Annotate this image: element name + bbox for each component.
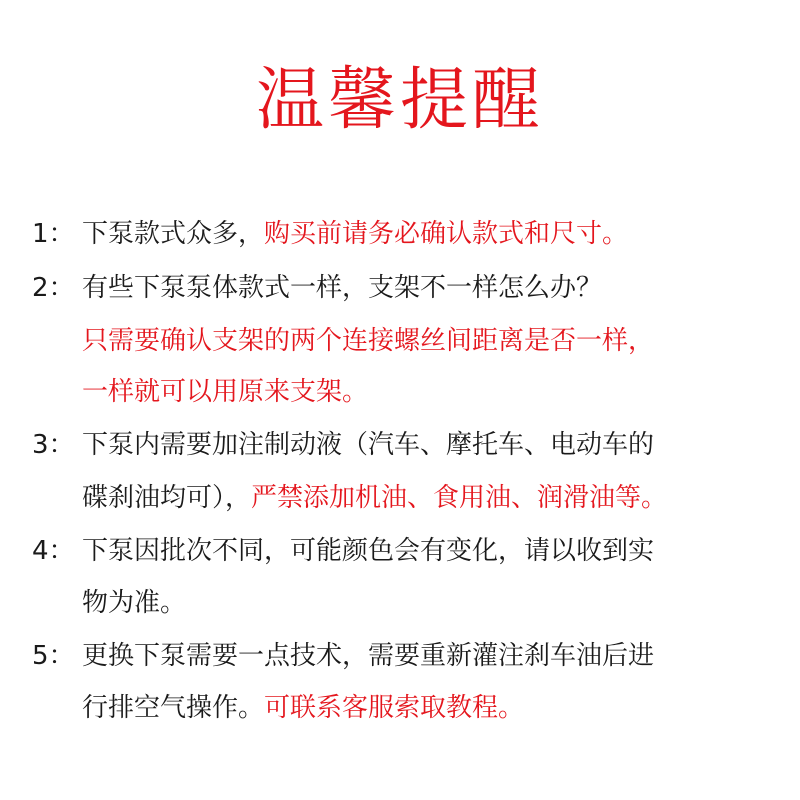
notice-text: 有些下泵泵体款式一样，支架不一样怎么办？ — [82, 273, 603, 303]
notice-item-4-line-2 — [32, 583, 186, 623]
notice-text: 下泵因批次不同，可能颜色会有变化，请以收到实 — [82, 536, 655, 566]
notice-highlight: 只需要确认支架的两个连接螺丝间距离是否一样， — [82, 326, 655, 356]
item-number: 1： — [32, 219, 75, 249]
item-number: 4： — [32, 536, 75, 566]
notice-item-3-line-2 — [32, 478, 667, 518]
notice-highlight: 购买前请务必确认款式和尺寸。 — [264, 219, 629, 249]
item-number: 5： — [32, 641, 75, 671]
notice-item-5-line-1 — [32, 636, 654, 676]
notice-highlight: 可联系客服索取教程。 — [264, 693, 525, 723]
notice-item-2-line-2 — [32, 321, 654, 361]
notice-text: 行排空气操作。 — [82, 693, 265, 723]
notice-text: 更换下泵需要一点技术，需要重新灌注刹车油后进 — [82, 641, 655, 671]
item-number: 2： — [32, 273, 75, 303]
item-number: 3： — [32, 430, 75, 460]
notice-text: 物为准。 — [82, 588, 187, 618]
notice-text: 碟刹油均可）， — [82, 483, 252, 513]
notice-item-2-line-1 — [32, 268, 602, 308]
notice-text: 下泵内需要加注制动液（汽车、摩托车、电动车的 — [82, 430, 655, 460]
notice-text: 下泵款式众多， — [82, 219, 265, 249]
notice-highlight: 一样就可以用原来支架。 — [82, 377, 369, 407]
notice-item-1-line-1 — [32, 214, 628, 254]
notice-highlight: 严禁添加机油、食用油、润滑油等。 — [251, 483, 668, 513]
notice-item-3-line-1 — [32, 425, 654, 465]
page-title: 温馨提醒 — [255, 61, 544, 140]
notice-item-4-line-1 — [32, 531, 654, 571]
notice-item-5-line-2 — [32, 688, 524, 728]
notice-item-2-line-3 — [32, 372, 368, 412]
